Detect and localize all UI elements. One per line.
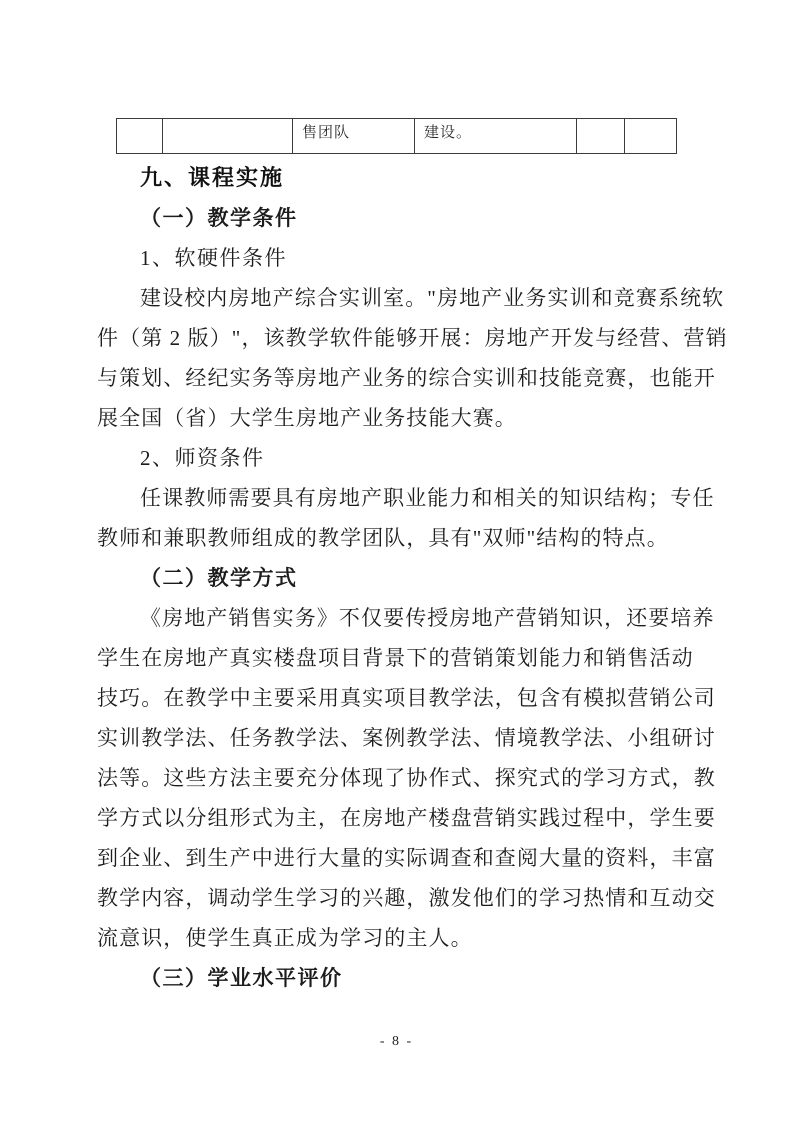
- paragraph-line: 教师和兼职教师组成的教学团队，具有"双师"结构的特点。: [97, 526, 669, 550]
- paragraph-line: 件（第 2 版）"，该教学软件能够开展：房地产开发与经营、营销: [97, 326, 728, 350]
- table-cell: [163, 119, 293, 154]
- table-fragment: [116, 118, 677, 154]
- paragraph-line: 展全国（省）大学生房地产业务技能大赛。: [97, 406, 517, 430]
- page-number: - 8 -: [379, 1034, 414, 1049]
- paragraph-line: 任课教师需要具有房地产职业能力和相关的知识结构；专任: [140, 486, 715, 510]
- table-cell: [117, 119, 163, 154]
- table-cell: 建设。: [415, 119, 577, 154]
- table-cell: [625, 119, 677, 154]
- paragraph-line: 教学内容，调动学生学习的兴趣，激发他们的学习热情和互动交: [97, 886, 716, 910]
- paragraph-line: 流意识，使学生真正成为学习的主人。: [97, 926, 473, 950]
- section-heading: 九、课程实施: [140, 165, 285, 190]
- paragraph-line: 学方式以分组形式为主，在房地产楼盘营销实践过程中，学生要: [97, 806, 716, 830]
- subsection-heading-teaching-methods: （二）教学方式: [140, 566, 298, 590]
- paragraph-line: 到企业、到生产中进行大量的实际调查和查阅大量的资料，丰富: [97, 846, 716, 870]
- item-heading-teacher-resources: 2、师资条件: [140, 446, 265, 470]
- item-heading-software-hardware: 1、软硬件条件: [140, 246, 287, 270]
- document-body: [97, 158, 728, 998]
- subsection-heading-teaching-conditions: （一）教学条件: [140, 206, 298, 230]
- paragraph-line: 实训教学法、任务教学法、案例教学法、情境教学法、小组研讨: [97, 726, 716, 750]
- subsection-heading-academic-evaluation: （三）学业水平评价: [140, 966, 343, 990]
- table-row: [117, 119, 677, 154]
- paragraph-line: 与策划、经纪实务等房地产业务的综合实训和技能竞赛，也能开: [97, 366, 716, 390]
- paragraph-line: 建设校内房地产综合实训室。"房地产业务实训和竞赛系统软: [140, 286, 725, 310]
- table-cell: 售团队: [293, 119, 415, 154]
- table-cell: [577, 119, 625, 154]
- paragraph-line: 《房地产销售实务》不仅要传授房地产营销知识，还要培养: [140, 606, 715, 630]
- paragraph-line: 学生在房地产真实楼盘项目背景下的营销策划能力和销售活动: [97, 646, 694, 670]
- paragraph-line: 技巧。在教学中主要采用真实项目教学法，包含有模拟营销公司: [97, 686, 716, 710]
- paragraph-line: 法等。这些方法主要充分体现了协作式、探究式的学习方式，教: [97, 766, 716, 790]
